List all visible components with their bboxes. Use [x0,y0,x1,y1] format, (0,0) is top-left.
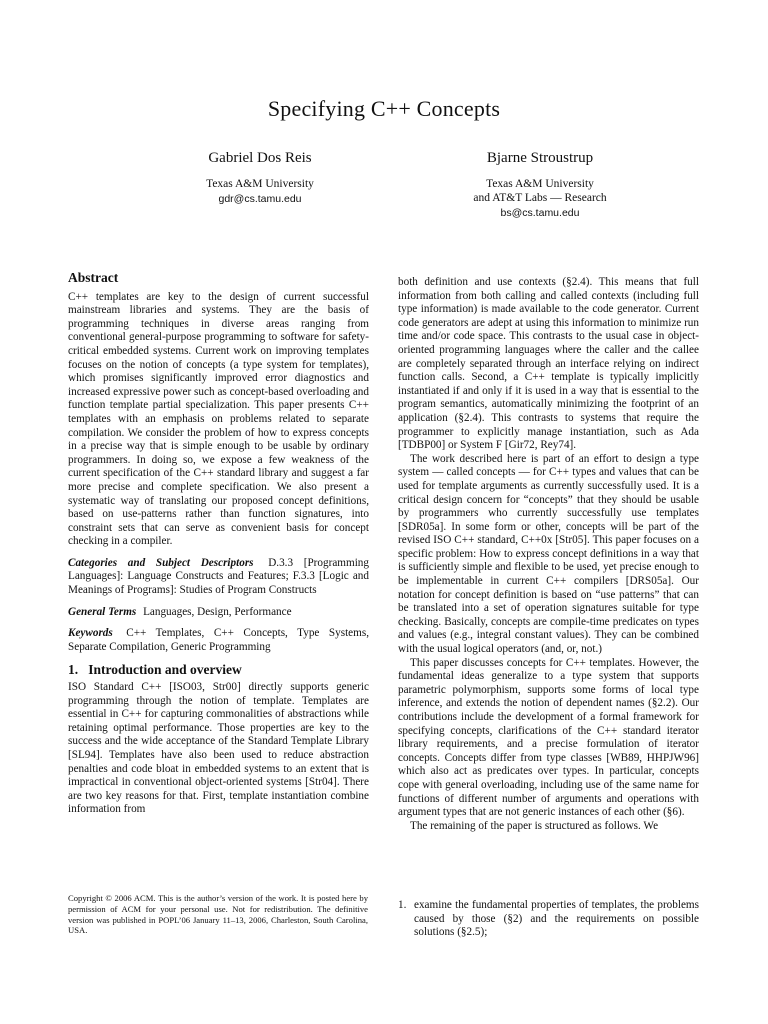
author-name: Bjarne Stroustrup [486,150,594,166]
author-email: bs@cs.tamu.edu [500,207,580,219]
right-column [398,276,699,833]
general-terms-text: Languages, Design, Performance [143,605,292,618]
right-paragraph-1: both definition and use contexts (§2.4). This means that full information from both calling and called contexts (including full type information) is made available to the code generator. Current code generators are adept at using this information to minimize run time and/or code space. This contrasts to the usual case in object-oriented programming languages where the caller and the callee are completely separated through an interface relying on indirect function calls. Second, a C++ template is typically implicitly instantiated if and only if it is used in a way that is essential to the program semantics, automatically minimizing the footprint of an application (§2.4). This contrasts to systems that require the programmer to explicitly manage instantiation, such as Ada [TDBP00] or System F [Gir72, Rey74]. [398,276,699,452]
keywords-text: C++ Templates, C++ Concepts, Type Systems, Separate Compilation, Generic Programming [68,627,370,653]
list-item-text: examine the fundamental properties of templates, the problems caused by those (§2) and the requirements on possible solutions (§2.5); [414,899,699,939]
right-paragraph-4: The remaining of the paper is structured as follows. We [410,819,659,832]
abstract-text: C++ templates are key to the design of current successful mainstream libraries and systems. They are the basis of programming techniques in diverse areas ranging from conventional general-purpose programming to software for safety-critical embedded systems. Current work on improving templates focuses on the notion of concepts (a type system for templates), which promises significantly improved error diagnostics and increased expressive power such as concept-based overloading and function template partial specialization. This paper presents C++ templates with an emphasis on problems related to separate compilation. We consider the problem of how to express concepts in a precise way that is simple enough to be usable by ordinary programmers. In doing so, we expose a few weakness of the current specification of the C++ standard library and suggest a far more precise and complete specification. We also present a systematic way of translating our proposed concept definitions, based on use-patterns rather than function signatures, into constraint sets that can serve as convenient basis for concept checking in a compiler. [68,290,369,548]
section-1-heading: 1. Introduction and overview [68,662,242,678]
categories-text: D.3.3 [Programming Languages]: Language Constructs and Features; F.3.3 [Logic and Meanings of Programs]: Studies of Program Constructs [68,556,369,597]
categories-block [68,557,369,598]
section-1-paragraph-1: ISO Standard C++ [ISO03, Str00] directly supports generic programming through the notion of template. Templates are essential in C++ for capturing commonalities of abstractions while retaining optimal performance. Those properties are key to the success and the wide acceptance of the Standard Template Library [SL94]. Templates have also been used to reduce abstraction penalties and code bloat in embedded systems to an extent that is impractical in conventional object-oriented systems [Str04]. There are two key reasons for that. First, template instantiation combine information from [68,681,369,816]
author-email: gdr@cs.tamu.edu [218,193,302,205]
paper-title: Specifying C++ Concepts [267,96,501,121]
general-terms-block [68,606,369,620]
right-paragraph-2: The work described here is part of an effort to design a type system — called concepts — for C++ types and values that can be used for template arguments as currently successfully used. It is a critical design concern for “concepts” that they should be usable by programmers who currently successfully use templates [SDR05a]. In some form or other, concepts will be part of the revised ISO C++ standard, C++0x [Str05]. This paper focuses on a specific problem: How to express concept definitions in a way that is sufficiently simple and flexible to be used, yet precise enough to be implementable in current C++ compilers [DRS05a]. Our notation for concept definition is based on “use patterns” that can be translated into a set of operation signatures suitable for type checking. Basically, concepts are compile-time predicates on types and values (e.g., integral constant values). They can be combined with the usual logical operators (and, or, not.) [398,452,699,656]
list-item [398,899,699,940]
general-terms-heading: General Terms [68,605,137,618]
keywords-block [68,627,369,654]
footnote-text: Copyright © 2006 ACM. This is the author’s version of the work. It is posted here by permission of ACM for your personal use. Not for redistribution. The definitive version was published in POPL’06 January 11–13, 2006, Charleston, South Carolina, USA. [68,893,368,936]
categories-heading: Categories and Subject Descriptors [68,556,254,569]
author-affiliation-line-2: and AT&T Labs — Research [473,192,607,204]
copyright-footnote [68,893,368,936]
left-column [68,271,369,817]
abstract-heading: Abstract [68,270,119,285]
author-affiliation: Texas A&M University [486,178,594,190]
author-name: Gabriel Dos Reis [208,150,312,166]
right-paragraph-3: This paper discusses concepts for C++ templates. However, the fundamental ideas generalize to a type system that supports parametric polymorphism, supports some forms of local type inference, and extends the notion of dependent names (§2.2). Our contributions include the development of a formal framework for specifying concepts, clarifications of the C++ standard iterator library requirements, and a precise formulation of iterator concepts. Concepts differ from type classes [WB89, HHPJW96] which also act as predicates over types. In particular, concepts cope with general overloading, including use of the same name for functions of different number of arguments and operations with argument types that are not generic instances of each other (§6). [398,656,699,819]
author-block-2 [408,150,672,221]
list-item-number: 1. [398,899,407,911]
author-affiliation: Texas A&M University [206,178,314,190]
author-block-1 [150,150,370,207]
roadmap-list [398,899,699,940]
keywords-heading: Keywords [68,627,113,640]
